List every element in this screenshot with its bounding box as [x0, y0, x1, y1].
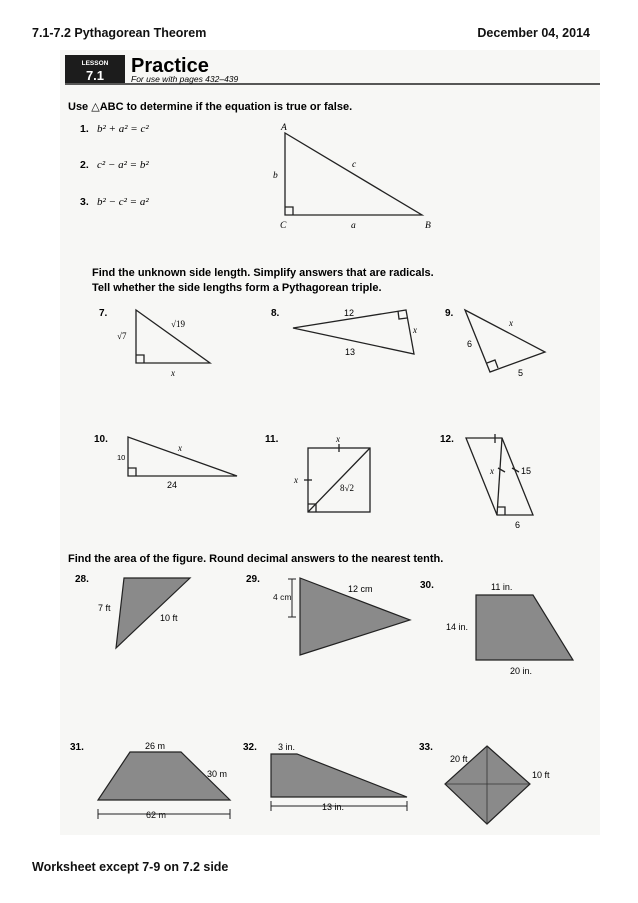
problem-28-triangle	[116, 578, 190, 648]
item-3-equation: b² − c² = a²	[97, 196, 149, 208]
lesson-banner	[65, 55, 600, 84]
problem-10-hyp-label: x	[178, 443, 182, 453]
problem-8-side-label: x	[413, 325, 417, 335]
problem-32-top-label: 3 in.	[278, 742, 296, 752]
problem-11-left-label: x	[294, 475, 298, 485]
vertex-b-label: B	[425, 221, 431, 231]
problem-33-top-label: 20 ft	[450, 754, 468, 764]
vertex-a-label: A	[281, 123, 287, 133]
problem-9-top-label: x	[509, 318, 513, 328]
problem-8-top-label: 12	[344, 308, 355, 318]
problem-33-right-label: 10 ft	[532, 770, 550, 780]
problem-10-triangle	[128, 437, 237, 476]
page-header-date: December 04, 2014	[477, 26, 590, 40]
problem-32-bottom-label: 13 in.	[322, 802, 345, 812]
item-1-number: 1.	[80, 123, 89, 135]
problem-9-triangle	[465, 310, 545, 372]
problem-30-top-label: 11 in.	[491, 582, 513, 592]
triangle-abc	[285, 133, 422, 215]
problem-30-bottom-label: 20 in.	[510, 666, 533, 676]
problem-8-number: 8.	[271, 308, 280, 319]
page-footer-note: Worksheet except 7-9 on 7.2 side	[32, 860, 229, 874]
problem-29-height-label: 4 cm	[273, 592, 292, 602]
problem-31-bottom-label: 62 m	[146, 810, 167, 820]
problem-11-top-label: x	[336, 434, 340, 444]
problem-12-mid-label: x	[490, 466, 494, 476]
item-1-equation: b² + a² = c²	[97, 123, 149, 135]
problem-11-square	[304, 444, 370, 512]
lesson-subtitle: For use with pages 432–439	[131, 74, 239, 84]
section2-instruction-2: Tell whether the side lengths form a Pythagorean triple.	[92, 282, 382, 294]
problem-29-number: 29.	[246, 574, 260, 585]
problem-12-number: 12.	[440, 434, 454, 445]
problem-7-leg-label: √7	[117, 331, 127, 341]
problem-7-base-label: x	[171, 368, 175, 378]
problem-12-bottom-label: 6	[515, 520, 521, 530]
vertex-c-label: C	[280, 221, 287, 231]
problem-7-hyp-label: √19	[171, 319, 185, 329]
page-header-title: 7.1-7.2 Pythagorean Theorem	[32, 26, 207, 40]
item-2-equation: c² − a² = b²	[97, 159, 149, 171]
lesson-title: Practice	[131, 55, 209, 77]
problem-8-bottom-label: 13	[345, 347, 356, 357]
problem-31-number: 31.	[70, 742, 84, 753]
problem-30-left-label: 14 in.	[446, 622, 469, 632]
problem-10-height-label: 10	[117, 453, 126, 462]
problem-11-diag-label: 8√2	[340, 483, 354, 493]
problem-28-left-label: 7 ft	[98, 603, 111, 613]
side-c-label: c	[352, 160, 357, 170]
problem-30-trapezoid	[476, 595, 573, 660]
problem-12-right-label: 15	[521, 466, 532, 476]
section1-instruction: Use △ABC to determine if the equation is true or false.	[68, 101, 353, 113]
problem-31-right-label: 30 m	[207, 769, 228, 779]
problem-29-top-label: 12 cm	[348, 584, 373, 594]
problem-11-number: 11.	[265, 434, 279, 445]
problem-28-right-label: 10 ft	[160, 613, 178, 623]
problem-9-right-label: 5	[518, 368, 524, 378]
item-3-number: 3.	[80, 196, 89, 208]
section2-instruction-1: Find the unknown side length. Simplify answers that are radicals.	[92, 267, 434, 279]
problem-7-triangle	[136, 310, 210, 363]
problem-32-trapezoid	[271, 754, 407, 797]
section3-instruction: Find the area of the figure. Round decimal answers to the nearest tenth.	[68, 553, 444, 565]
problem-10-number: 10.	[94, 434, 108, 445]
problem-7-number: 7.	[99, 308, 108, 319]
problem-28-number: 28.	[75, 574, 89, 585]
problem-10-base-label: 24	[167, 480, 178, 490]
problem-9-number: 9.	[445, 308, 454, 319]
problem-30-number: 30.	[420, 580, 434, 591]
problem-31-top-label: 26 m	[145, 741, 166, 751]
problem-32-number: 32.	[243, 742, 257, 753]
side-a-label: a	[351, 221, 356, 231]
lesson-label: LESSON	[81, 60, 109, 67]
problem-9-left-label: 6	[467, 339, 473, 349]
item-2-number: 2.	[80, 159, 89, 171]
side-b-label: b	[273, 171, 278, 181]
problem-33-number: 33.	[419, 742, 433, 753]
lesson-number: 7.1	[85, 68, 105, 83]
